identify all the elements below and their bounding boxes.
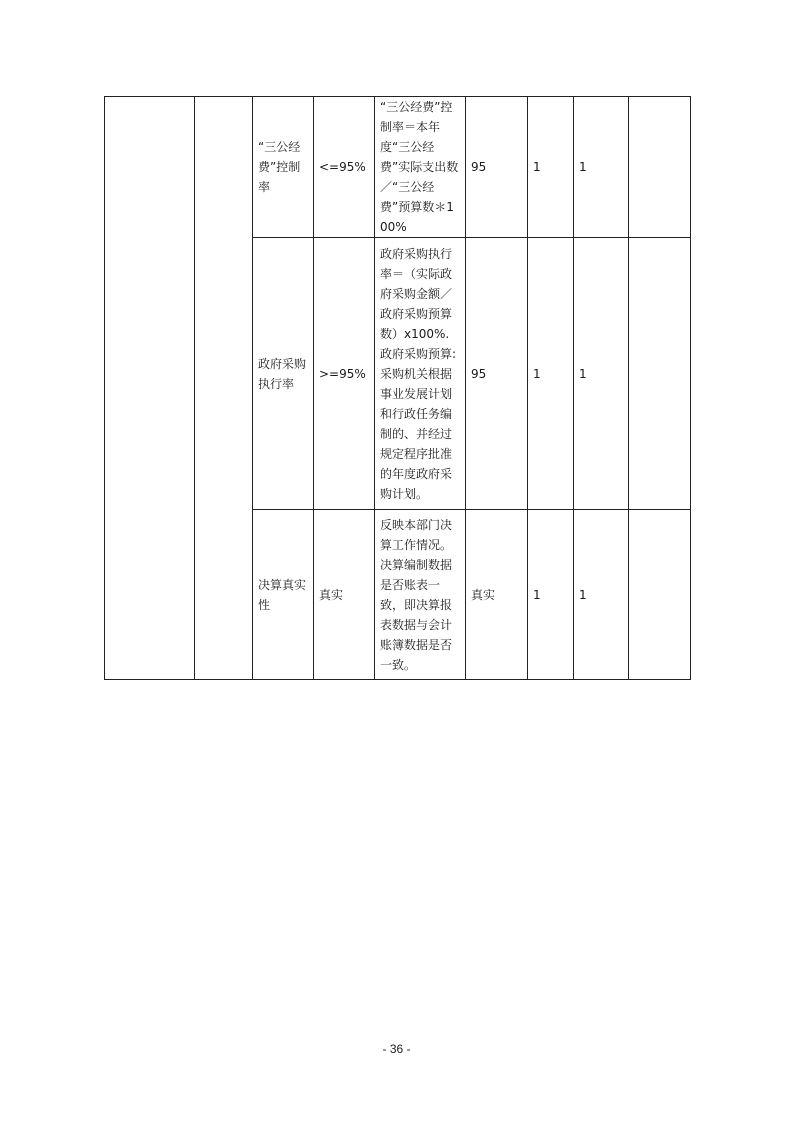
note-cell <box>629 97 691 238</box>
page-number: - 36 - <box>382 1042 411 1056</box>
table-row <box>105 97 691 238</box>
indicator-name-cell: 决算真实性 <box>253 510 314 680</box>
performance-indicator-table <box>104 96 691 680</box>
indicator-name-cell: “三公经费”控制率 <box>253 97 314 238</box>
weight-cell: 1 <box>528 238 574 510</box>
actual-value-cell: 真实 <box>466 510 528 680</box>
weight-cell: 1 <box>528 510 574 680</box>
score-cell: 1 <box>574 97 629 238</box>
score-cell: 1 <box>574 510 629 680</box>
indicator-name-cell: 政府采购执行率 <box>253 238 314 510</box>
formula-cell: 反映本部门决算工作情况。决算编制数据是否账表一致，即决算报表数据与会计账簿数据是否一致。 <box>375 510 466 680</box>
formula-cell: 政府采购执行率＝（实际政府采购金额／政府采购预算数）x100%.政府采购预算:采购机关根据事业发展计划和行政任务编制的、并经过规定程序批准的年度政府采购计划。 <box>375 238 466 510</box>
target-value-cell: <=95% <box>314 97 375 238</box>
actual-value-cell: 95 <box>466 97 528 238</box>
category-level1-cell <box>105 97 195 680</box>
actual-value-cell: 95 <box>466 238 528 510</box>
note-cell <box>629 238 691 510</box>
category-level2-cell <box>195 97 253 680</box>
score-cell: 1 <box>574 238 629 510</box>
weight-cell: 1 <box>528 97 574 238</box>
target-value-cell: 真实 <box>314 510 375 680</box>
note-cell <box>629 510 691 680</box>
target-value-cell: >=95% <box>314 238 375 510</box>
formula-cell: “三公经费”控制率＝本年度“三公经费”实际支出数／“三公经费”预算数＊100% <box>375 97 466 238</box>
